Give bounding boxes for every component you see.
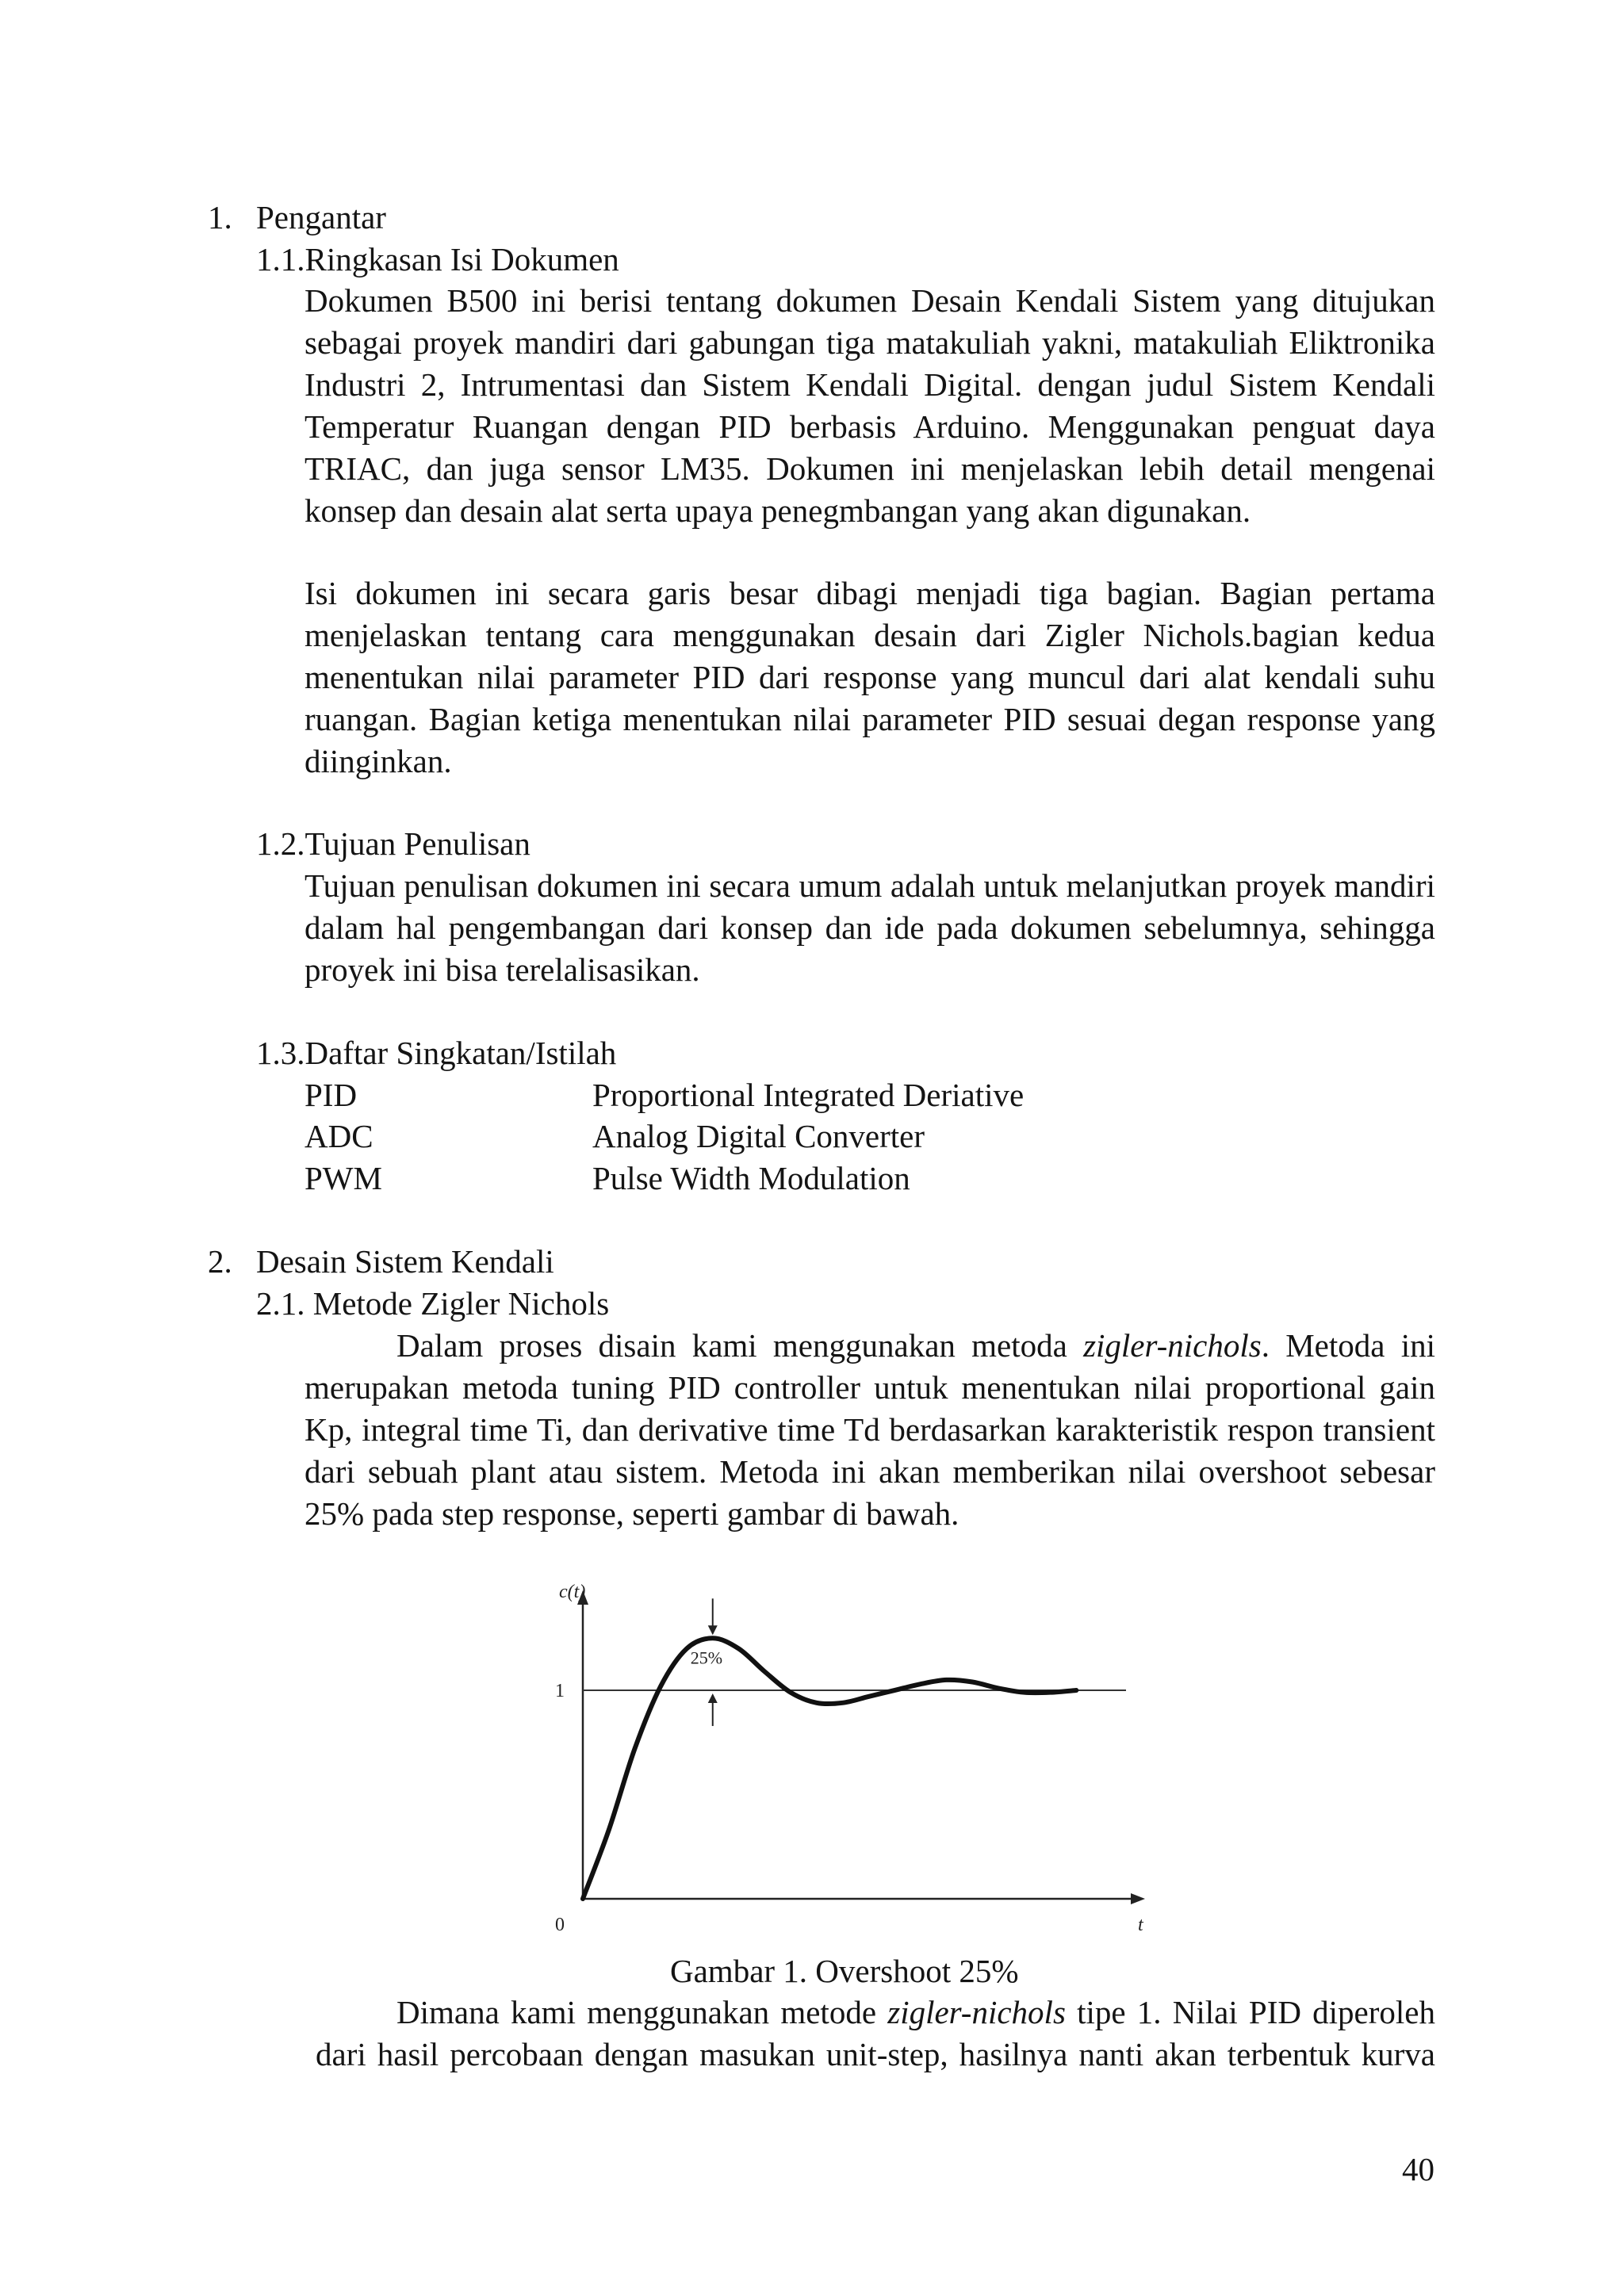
method-name: zigler-nichols (887, 1994, 1066, 2030)
term-meaning: Analog Digital Converter (592, 1118, 925, 1154)
overshoot-arrowhead-bottom (708, 1693, 718, 1703)
paragraph-line: ruangan. Bagian ketiga menentukan nilai parameter PID sesuai degan response yang (304, 701, 1435, 737)
paragraph-line: menjelaskan tentang cara menggunakan desain dari Zigler Nichols.bagian kedua (304, 617, 1435, 653)
paragraph-text: Dalam proses disain kami menggunakan metoda (396, 1327, 1084, 1364)
paragraph-text: tipe 1. Nilai PID diperoleh (1065, 1994, 1436, 2030)
paragraph-line: dalam hal pengembangan dari konsep dan ide pada dokumen sebelumnya, sehingga (304, 909, 1435, 946)
subsection-1-1-paragraph-2 (304, 572, 1435, 783)
paragraph-line: dari sebuah plant atau sistem. Metoda ini akan memberikan nilai overshoot sebesar (304, 1453, 1435, 1490)
paragraph-line: Industri 2, Intrumentasi dan Sistem Kendali Digital. dengan judul Sistem Kendali (304, 366, 1435, 403)
paragraph-line: menentukan nilai parameter PID dari response yang muncul dari alat kendali suhu (304, 659, 1435, 695)
page-number: 40 (1402, 2151, 1434, 2187)
y-tick-label: 1 (555, 1681, 565, 1702)
paragraph-line: sebagai proyek mandiri dari gabungan tiga matakuliah yakni, matakuliah Eliktronika (304, 324, 1435, 361)
section-2-title: Desain Sistem Kendali (256, 1243, 554, 1280)
subsection-1-1-paragraph-1 (304, 280, 1435, 532)
paragraph-line: proyek ini bisa terelalisasikan. (304, 951, 700, 988)
section-1-title: Pengantar (256, 199, 386, 235)
paragraph-line: Temperatur Ruangan dengan PID berbasis Arduino. Menggunakan penguat daya (304, 408, 1435, 445)
subsection-1-3-heading: 1.3.Daftar Singkatan/Istilah (256, 1035, 617, 1071)
paragraph-text: Dimana kami menggunakan metode (396, 1994, 888, 2030)
y-axis-label: c(t) (559, 1582, 586, 1602)
response-curve (583, 1638, 1076, 1899)
paragraph-line: 25% pada step response, seperti gambar di bawah. (304, 1495, 959, 1532)
subsection-1-2-paragraph (304, 865, 1435, 991)
paragraph-line: konsep dan desain alat serta upaya penegmbangan yang akan digunakan. (304, 492, 1251, 529)
term-abbr: PID (304, 1077, 358, 1113)
section-2-number: 2. (208, 1243, 232, 1280)
subsection-2-1-heading: 2.1. Metode Zigler Nichols (256, 1285, 610, 1322)
figure-caption: Gambar 1. Overshoot 25% (670, 1953, 1019, 1989)
paragraph-line: dari hasil percobaan dengan masukan unit-step, hasilnya nanti akan terbentuk kurva (316, 2036, 1435, 2072)
paragraph-line (316, 1992, 1435, 2034)
paragraph-line: Dokumen B500 ini berisi tentang dokumen Desain Kendali Sistem yang ditujukan (304, 282, 1435, 319)
term-meaning: Proportional Integrated Deriative (592, 1077, 1025, 1113)
term-meaning: Pulse Width Modulation (592, 1160, 910, 1196)
overshoot-chart (523, 1578, 1158, 1942)
term-abbr: PWM (304, 1160, 382, 1196)
overshoot-arrowhead-top (708, 1625, 718, 1635)
paragraph-text: . Metoda ini (1261, 1327, 1435, 1364)
paragraph-line: merupakan metoda tuning PID controller untuk menentukan nilai proportional gain (304, 1369, 1435, 1406)
term-abbr: ADC (304, 1118, 373, 1154)
paragraph-line: Isi dokumen ini secara garis besar dibagi menjadi tiga bagian. Bagian pertama (304, 575, 1435, 611)
section-1-number: 1. (208, 199, 232, 235)
y-tick-label: 0 (555, 1915, 565, 1935)
paragraph-line: TRIAC, dan juga sensor LM35. Dokumen ini menjelaskan lebih detail mengenai (304, 450, 1435, 487)
paragraph-line (304, 1325, 1435, 1367)
method-name: zigler-nichols (1083, 1327, 1262, 1364)
overshoot-label: 25% (690, 1647, 723, 1668)
x-axis-label: t (1138, 1915, 1143, 1935)
paragraph-line: Tujuan penulisan dokumen ini secara umum adalah untuk melanjutkan proyek mandiri (304, 867, 1435, 904)
subsection-2-1-paragraph (304, 1325, 1435, 1535)
subsection-1-2-heading: 1.2.Tujuan Penulisan (256, 825, 530, 862)
after-figure-paragraph (316, 1992, 1435, 2076)
subsection-1-1-heading: 1.1.Ringkasan Isi Dokumen (256, 241, 619, 277)
x-axis-arrow (1131, 1893, 1145, 1904)
paragraph-line: Kp, integral time Ti, dan derivative time Td berdasarkan karakteristik respon transient (304, 1411, 1435, 1448)
paragraph-line: diinginkan. (304, 743, 452, 779)
